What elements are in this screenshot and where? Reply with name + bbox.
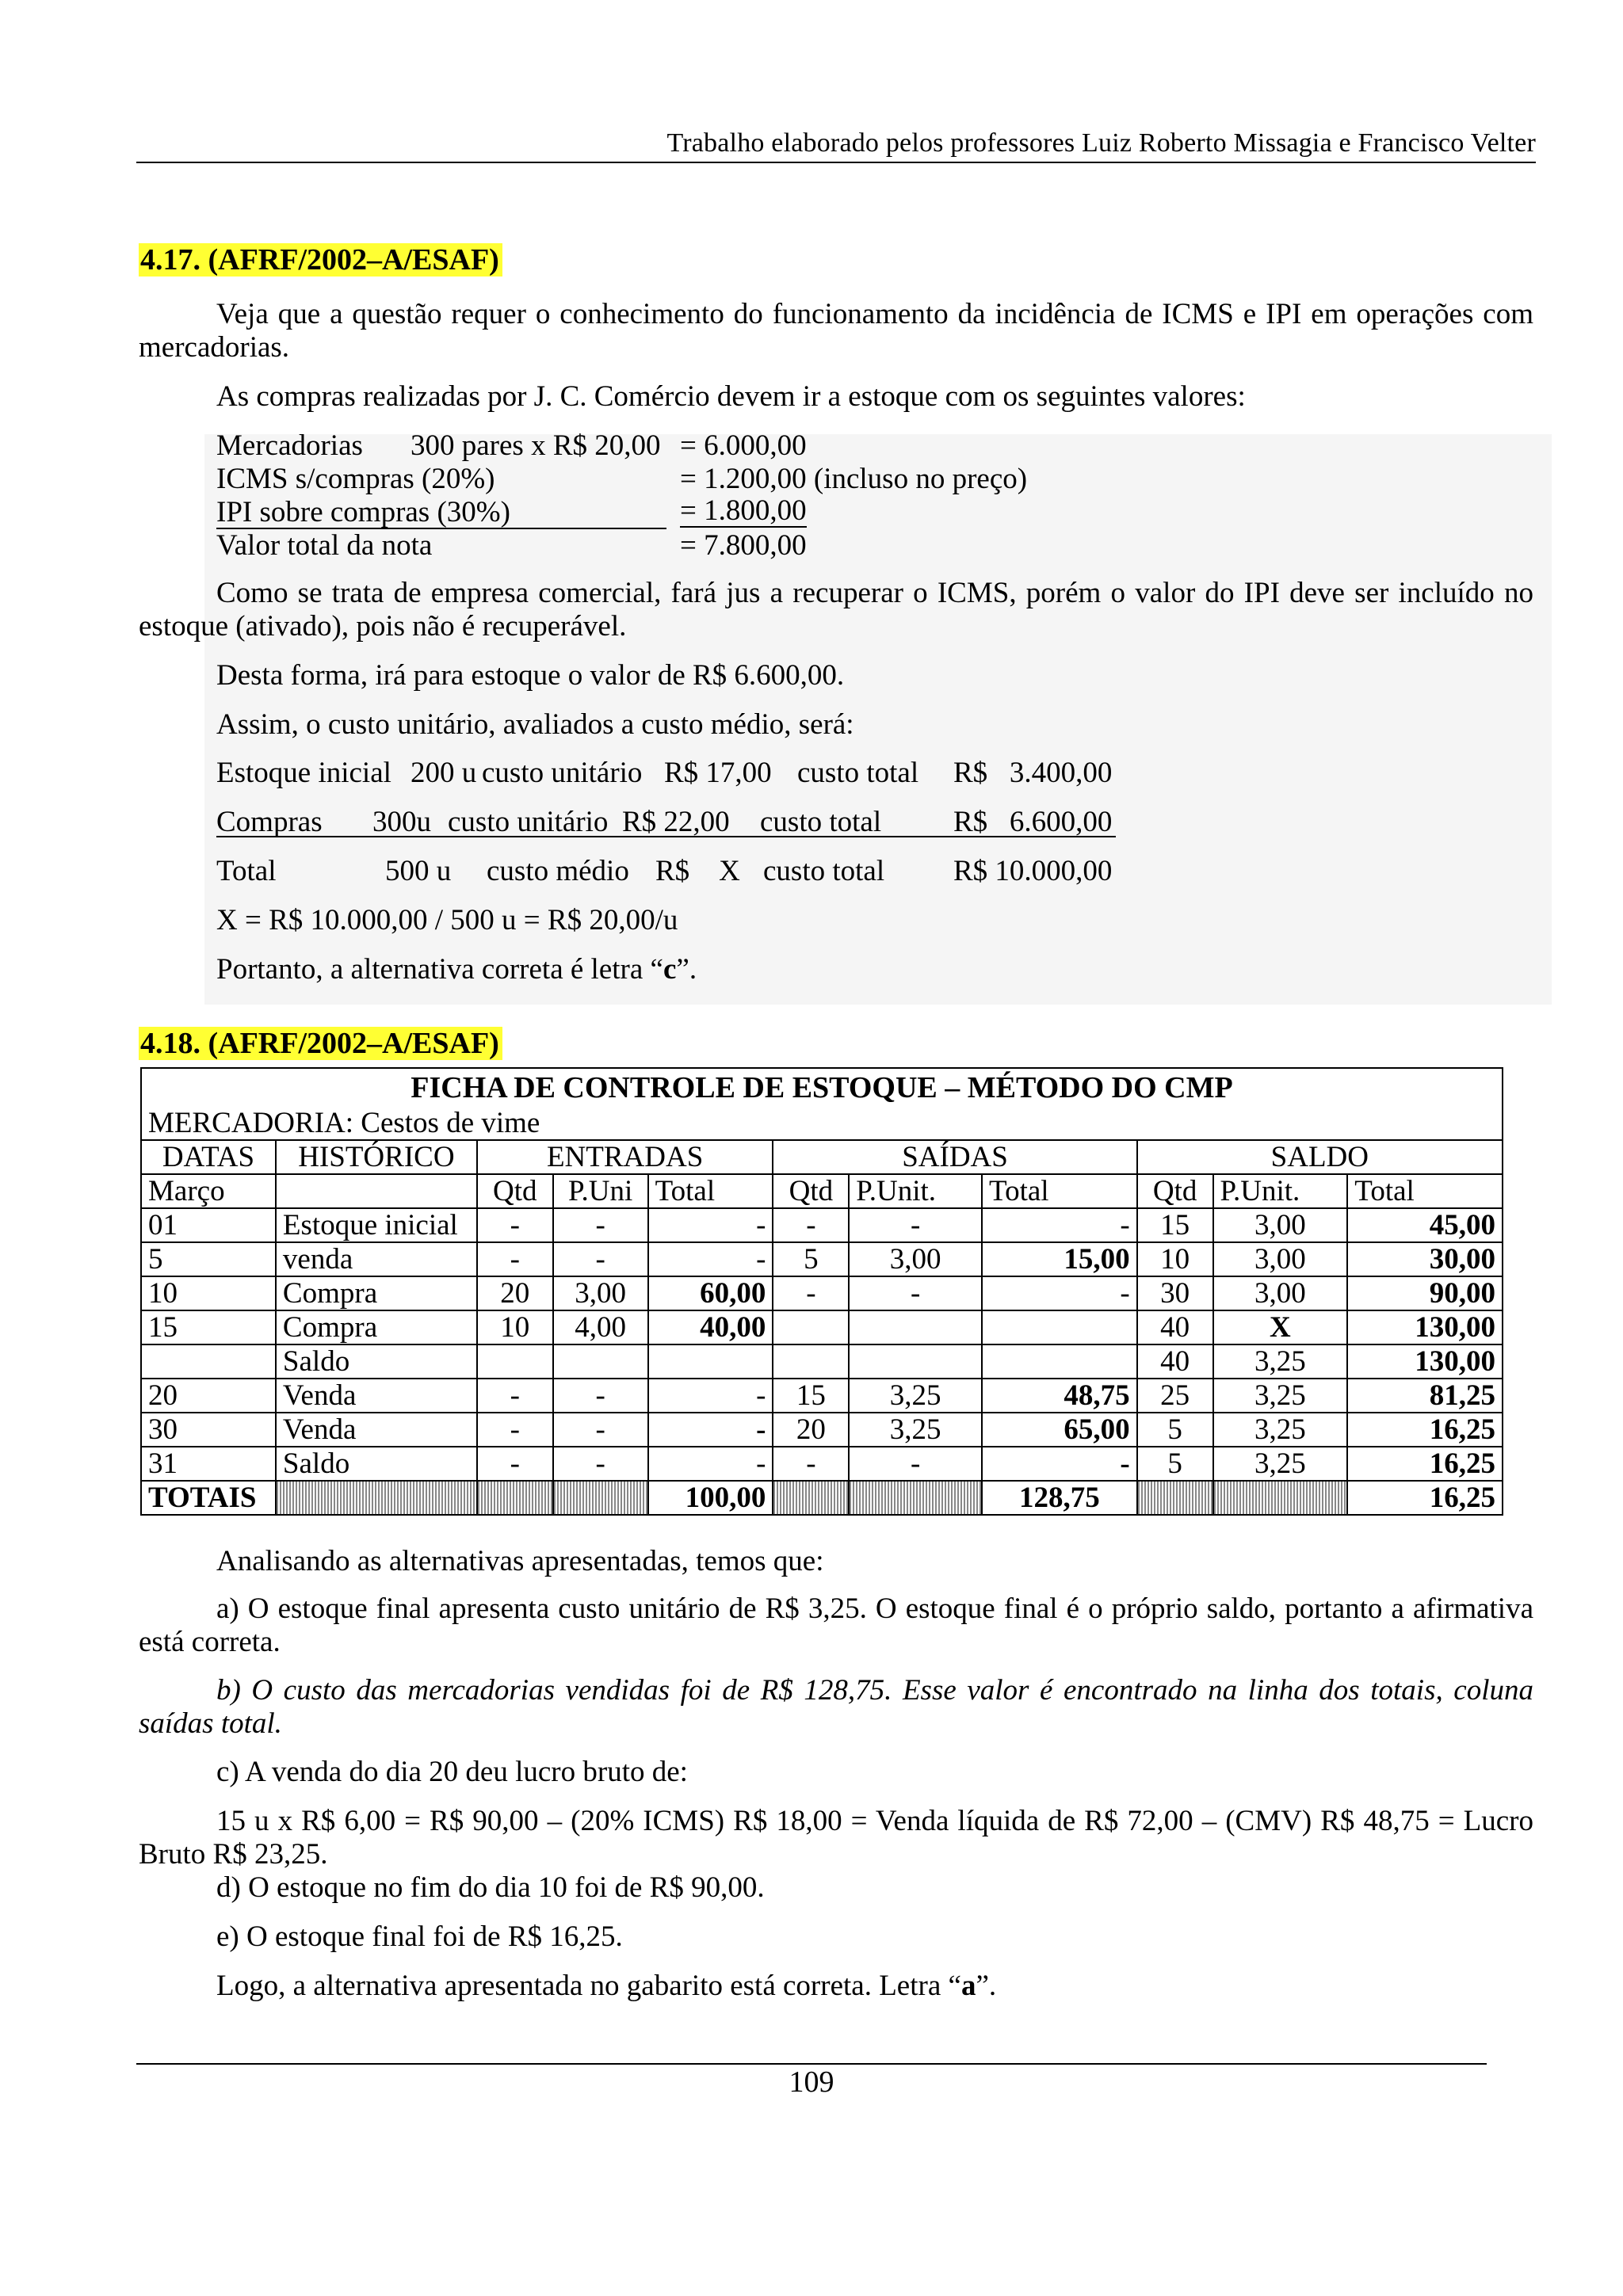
table-cell: - [477,1379,553,1413]
alternative-c: c) A venda do dia 20 deu lucro bruto de: [216,1756,688,1788]
table-cell: 48,75 [982,1379,1137,1413]
nota-row: Mercadorias 300 pares x R$ 20,00 = 6.000,00 [216,429,807,462]
table-cell [648,1344,773,1379]
table-cell: 65,00 [982,1413,1137,1447]
alternative-b: b) O custo das mercadorias vendidas foi de R$ 128,75. Esse valor é encontrado na linha dos totais, coluna saídas total. [139,1674,1533,1740]
paragraph: Assim, o custo unitário, avaliados a custo médio, será: [216,708,854,741]
table-cell: Compra [276,1276,477,1310]
table-body [141,1208,1503,1481]
table-cell [849,1344,982,1379]
table-row [141,1310,1503,1344]
alternative-d: d) O estoque no fim do dia 10 foi de R$ 90,00. [216,1871,765,1904]
table-cell: - [648,1242,773,1276]
table-cell: 3,00 [1213,1242,1348,1276]
table-cell: - [477,1447,553,1481]
paragraph: Veja que a questão requer o conhecimento do funcionamento da incidência de ICMS e IPI em operações com mercadorias. [139,298,1533,364]
table-cell: 3,25 [1213,1413,1348,1447]
column-header: Total [648,1174,773,1208]
nota-block [216,429,1028,563]
table-cell: - [982,1208,1137,1242]
table-cell: 40 [1137,1310,1213,1344]
table-cell: 130,00 [1347,1310,1503,1344]
stock-control-table [140,1067,1503,1516]
table-mercadoria: MERCADORIA: Cestos de vime [141,1107,1503,1140]
table-cell: 5 [773,1242,849,1276]
section-title-417: 4.17. (AFRF/2002–A/ESAF) [139,242,502,277]
table-cell: 10 [477,1310,553,1344]
table-cell: Saldo [276,1447,477,1481]
table-cell: Saldo [276,1344,477,1379]
table-cell: - [553,1379,648,1413]
column-header [276,1174,477,1208]
running-header: Trabalho elaborado pelos professores Luiz Roberto Missagia e Francisco Velter [666,128,1536,158]
table-cell: - [553,1208,648,1242]
hatched-cell [477,1481,553,1515]
table-cell: - [849,1447,982,1481]
table-cell: 15,00 [982,1242,1137,1276]
table-mercadoria-row [141,1107,1503,1140]
table-row [141,1208,1503,1242]
table-cell: - [982,1276,1137,1310]
column-header: P.Unit. [849,1174,982,1208]
table-cell: 10 [141,1276,276,1310]
group-header: HISTÓRICO [276,1140,477,1174]
section-title-418: 4.18. (AFRF/2002–A/ESAF) [139,1026,502,1061]
table-cell: 31 [141,1447,276,1481]
hatched-cell [1137,1481,1213,1515]
table-cell [773,1344,849,1379]
table-cell: - [648,1379,773,1413]
table-cell: - [849,1276,982,1310]
column-header: P.Uni [553,1174,648,1208]
table-cell [982,1310,1137,1344]
table-cell: - [477,1413,553,1447]
table-cell: - [849,1208,982,1242]
table-cell: 3,00 [1213,1276,1348,1310]
table-cell: Venda [276,1413,477,1447]
table-cell [982,1344,1137,1379]
conclusion: Logo, a alternativa apresentada no gabarito está correta. Letra “a”. [216,1970,997,2002]
table-cell [773,1310,849,1344]
table-cell: X [1213,1310,1348,1344]
hatched-cell [773,1481,849,1515]
group-header: SALDO [1137,1140,1503,1174]
table-cell: 20 [477,1276,553,1310]
hatched-cell [1213,1481,1348,1515]
paragraph: As compras realizadas por J. C. Comércio devem ir a estoque com os seguintes valores: [216,380,1246,413]
table-cell: 3,25 [1213,1344,1348,1379]
table-cell: 15 [141,1310,276,1344]
paragraph: Portanto, a alternativa correta é letra “c”. [216,953,697,986]
table-cell: Venda [276,1379,477,1413]
table-row [141,1447,1503,1481]
table-cell: 60,00 [648,1276,773,1310]
table-cell: 3,25 [1213,1447,1348,1481]
table-cell: 3,25 [849,1379,982,1413]
column-header: Total [982,1174,1137,1208]
group-header: DATAS [141,1140,276,1174]
group-header: ENTRADAS [477,1140,773,1174]
table-cell: - [553,1242,648,1276]
table-cell: - [648,1208,773,1242]
nota-row-underlined: IPI sobre compras (30%) = 1.800,00 [216,494,807,528]
alternative-a: a) O estoque final apresenta custo unitário de R$ 3,25. O estoque final é o próprio saldo, portanto a afirmativa está correta. [139,1592,1533,1658]
column-header: Qtd [477,1174,553,1208]
table-cell: 16,25 [1347,1447,1503,1481]
table-cell: - [773,1208,849,1242]
table-cell: 20 [773,1413,849,1447]
paragraph: Desta forma, irá para estoque o valor de R$ 6.600,00. [216,659,845,692]
column-header: Qtd [773,1174,849,1208]
table-cell [141,1344,276,1379]
table-cell: 30 [1137,1276,1213,1310]
table-cell: 5 [1137,1413,1213,1447]
table-row [141,1242,1503,1276]
table-cell: - [982,1447,1137,1481]
column-header: Total [1347,1174,1503,1208]
table-cell: 10 [1137,1242,1213,1276]
calc-row: Total 500 u custo médio R$ X custo total R$ 10.000,00 [216,855,1113,887]
table-sub-header [141,1174,1503,1208]
table-cell: - [773,1276,849,1310]
table-cell: 3,00 [1213,1208,1348,1242]
table-cell: - [648,1447,773,1481]
table-cell [477,1344,553,1379]
table-cell: - [648,1413,773,1447]
table-cell: 81,25 [1347,1379,1503,1413]
paragraph: Analisando as alternativas apresentadas, temos que: [216,1545,824,1577]
table-cell: 90,00 [1347,1276,1503,1310]
table-group-header [141,1140,1503,1174]
table-cell: - [773,1447,849,1481]
table-cell [553,1344,648,1379]
paragraph: Como se trata de empresa comercial, fará jus a recuperar o ICMS, porém o valor do IPI deve ser incluído no estoque (ativado), pois não é recuperável. [139,577,1533,643]
table-cell: 25 [1137,1379,1213,1413]
table-cell: 130,00 [1347,1344,1503,1379]
table-cell: 40,00 [648,1310,773,1344]
nota-row: ICMS s/compras (20%) = 1.200,00 (incluso no preço) [216,463,1028,495]
table-cell: - [553,1447,648,1481]
table-row [141,1413,1503,1447]
table-cell: 01 [141,1208,276,1242]
table-cell [849,1310,982,1344]
table-cell: 16,25 [1347,1413,1503,1447]
table-cell: 15 [1137,1208,1213,1242]
calc-row: Estoque inicial 200 u custo unitário R$ 17,00 custo total R$ 3.400,00 [216,757,1113,789]
table-cell: Compra [276,1310,477,1344]
table-title: FICHA DE CONTROLE DE ESTOQUE – MÉTODO DO CMP [141,1068,1503,1107]
table-cell: 4,00 [553,1310,648,1344]
hatched-cell [553,1481,648,1515]
table-cell: 20 [141,1379,276,1413]
column-header: P.Unit. [1213,1174,1348,1208]
paragraph: X = R$ 10.000,00 / 500 u = R$ 20,00/u [216,904,678,936]
table-cell: 45,00 [1347,1208,1503,1242]
hatched-cell [849,1481,982,1515]
table-cell: - [553,1413,648,1447]
page-number: 109 [789,2065,834,2099]
alternative-c-calc: 15 u x R$ 6,00 = R$ 90,00 – (20% ICMS) R$ 18,00 = Venda líquida de R$ 72,00 – (CMV) R$ 48,75 = Lucro Bruto R$ 23,25. [139,1805,1533,1871]
table-cell: 30 [141,1413,276,1447]
totals-saldo: 16,25 [1347,1481,1503,1515]
table-title-row [141,1068,1503,1107]
calc-row-underlined: Compras 300u custo unitário R$ 22,00 custo total R$ 6.600,00 [216,806,323,839]
group-header: SAÍDAS [773,1140,1136,1174]
table-cell: 5 [1137,1447,1213,1481]
table-cell: - [477,1242,553,1276]
column-header: Março [141,1174,276,1208]
header-rule [136,162,1536,163]
table-cell: Estoque inicial [276,1208,477,1242]
table-row [141,1344,1503,1379]
table-cell: 15 [773,1379,849,1413]
table-cell: 5 [141,1242,276,1276]
totals-saidas: 128,75 [982,1481,1137,1515]
alternative-e: e) O estoque final foi de R$ 16,25. [216,1920,623,1953]
nota-row: Valor total da nota = 7.800,00 [216,529,807,562]
table-cell: 3,25 [849,1413,982,1447]
table-cell: 3,25 [1213,1379,1348,1413]
column-header: Qtd [1137,1174,1213,1208]
table-cell: - [477,1208,553,1242]
table-row [141,1379,1503,1413]
totals-label: TOTAIS [141,1481,276,1515]
hatched-cell [276,1481,477,1515]
totals-entradas: 100,00 [648,1481,773,1515]
table-cell: venda [276,1242,477,1276]
table-cell: 30,00 [1347,1242,1503,1276]
table-row [141,1276,1503,1310]
table-cell: 40 [1137,1344,1213,1379]
table-cell: 3,00 [553,1276,648,1310]
table-totals-row [141,1481,1503,1515]
table-cell: 3,00 [849,1242,982,1276]
